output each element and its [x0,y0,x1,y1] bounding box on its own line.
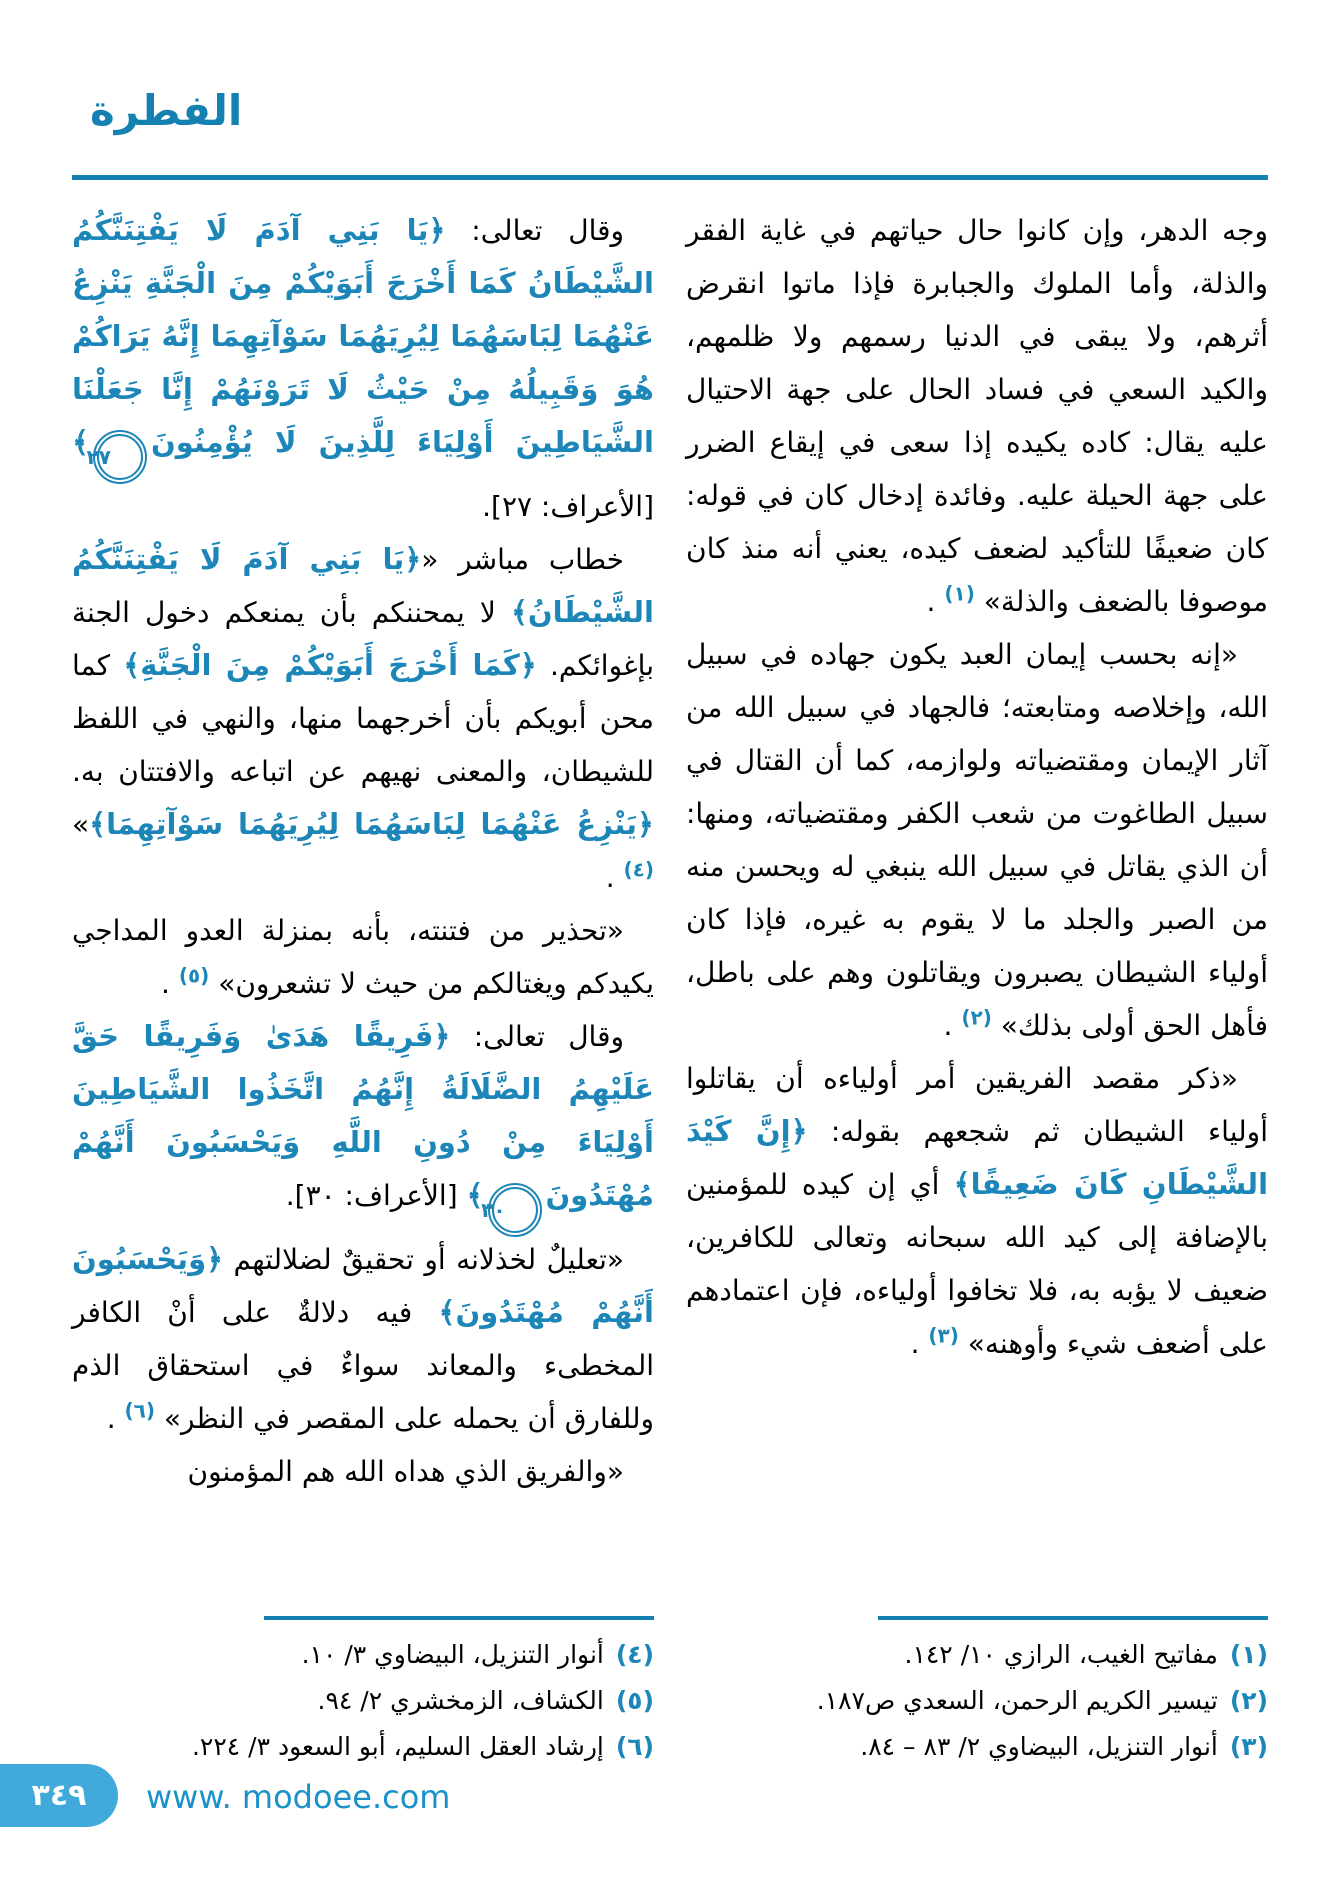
website-link[interactable]: www. modoee.com [146,1778,451,1816]
footnote-marker: (١) [944,581,975,606]
body-text: خطاب مباشر « [421,543,624,576]
page-number-badge: ٣٤٩ [0,1764,118,1827]
quran-verse: ﴿يَنْزِعُ عَنْهُمَا لِبَاسَهُمَا لِيُرِيَهُمَا سَوْآتِهِمَا﴾ [89,807,654,841]
body-text: أي إن كيده للمؤمنين بالإضافة إلى كيد الله سبحانه وتعالى للكافرين، ضعيف لا يؤبه به، فلا تخافوا أولياءه، فإن اعتمادهم على أضعف شيء وأوهنه» [686,1168,1268,1360]
body-text: وجه الدهر، وإن كانوا حال حياتهم في غاية الفقر والذلة، وأما الملوك والجبابرة فإذا ماتوا انقرض أثرهم، ولا يبقى في الدنيا رسمهم ولا ظلمهم، والكيد السعي في فساد الحال على جهة الاحتيال عليه يقال: كاده يكيده إذا سعى في إيقاع الضرر على جهة الحيلة عليه. وفائدة إدخال كان في قوله: كان ضعيفًا للتأكيد لضعف كيده، يعني أنه منذ كان موصوفا بالضعف والذلة» [686,214,1268,618]
body-text: لا يمحننكم بأن يمنعكم دخول الجنة بإغوائكم. [72,596,654,682]
footnote-item [686,1724,1268,1770]
footnote-marker: (٦) [124,1398,156,1423]
footnote-marker: (٣) [928,1323,959,1348]
body-text: «إنه بحسب إيمان العبد يكون جهاده في سبيل الله، وإخلاصه ومتابعته؛ فالجهاد في سبيل الله من آثار الإيمان ومقتضياته ولوازمه، كما أن القتال في سبيل الطاغوت من شعب الكفر ومقتضياته، ومنها: أن الذي يقاتل في سبيل الله ينبغي له ويحسن منه من الصبر والجلد ما لا يقوم به غيره، فإذا كان أولياء الشيطان يصبرون ويقاتلون وهم على باطل، فأهل الحق أولى بذلك» [686,638,1268,1042]
footnote-marker: (٢) [961,1005,992,1030]
footnote-item-marker: (٥) [615,1686,654,1715]
paragraph [72,1233,654,1445]
footnote-item [72,1678,654,1724]
quran-verse: ﴾ [466,1178,484,1212]
column-right [686,204,1268,1770]
body-text: » [72,808,90,841]
quran-verse: ﴿كَمَا أَخْرَجَ أَبَوَيْكُمْ مِنَ الْجَنَّةِ﴾ [123,648,537,682]
quran-verse: ﴾ [72,425,89,459]
column-left [72,204,654,1770]
footnote-item-text: أنوار التنزيل، البيضاوي ٣/ ١٠. [301,1640,604,1669]
body-text: . [161,967,179,1000]
body-text: . [943,1009,962,1042]
footnote-item-marker: (٢) [1229,1686,1268,1715]
body-text: . [605,861,624,894]
quran-verse: ﴿إِنَّ كَيْدَ الشَّيْطَانِ كَانَ ضَعِيفًا﴾ [686,1114,1269,1201]
paragraph [72,1010,654,1233]
header-rule [72,175,1268,180]
footnote-rule [264,1616,654,1620]
footnote-list [686,1616,1268,1770]
body-text: «والفريق الذي هداه الله هم المؤمنون [187,1455,624,1488]
footnote-list [72,1616,654,1770]
body-text: [الأعراف: ٢٧]. [482,490,654,523]
footnote-item-text: أنوار التنزيل، البيضاوي ٢/ ٨٣ – ٨٤. [860,1732,1218,1761]
footnote-rule [878,1616,1268,1620]
footnote-item-text: مفاتيح الغيب، الرازي ١٠/ ١٤٢. [904,1640,1218,1669]
paragraph [72,1445,654,1498]
body-text: . [926,585,945,618]
footnote-item-marker: (٦) [615,1732,654,1761]
paragraph [686,628,1268,1052]
body-text: «تحذير من فتنته، بأنه بمنزلة العدو المداجي يكيدكم ويغتالكم من حيث لا تشعرون» [72,914,654,1000]
text-columns [72,204,1268,1770]
footnote-item [72,1724,654,1770]
ayah-number-badge: ٢٧ [97,434,143,480]
quran-verse: ﴿فَرِيقًا هَدَىٰ وَفَرِيقًا حَقَّ عَلَيْهِمُ الضَّلَالَةُ إِنَّهُمُ اتَّخَذُوا الشَّيَاطِينَ أَوْلِيَاءَ مِنْ دُونِ اللَّهِ وَيَحْسَبُونَ أَنَّهُمْ مُهْتَدُونَ [72,1019,654,1212]
body-text: فيه دلالةٌ على أنْ الكافر المخطىء والمعاند سواءٌ في استحقاق الذم وللفارق أن يحمله على المقصر في النظر» [72,1296,654,1435]
footnote-item [72,1632,654,1678]
footnote-item-text: إرشاد العقل السليم، أبو السعود ٣/ ٢٢٤. [191,1732,604,1761]
footnote-marker: (٥) [178,963,210,988]
paragraph [72,533,654,904]
body-text: . [910,1327,929,1360]
quran-verse: ﴿يَا بَنِي آدَمَ لَا يَفْتِنَنَّكُمُ الشَّيْطَانُ كَمَا أَخْرَجَ أَبَوَيْكُمْ مِنَ الْجَنَّةِ يَنْزِعُ عَنْهُمَا لِبَاسَهُمَا لِيُرِيَهُمَا سَوْآتِهِمَا إِنَّهُ يَرَاكُمْ هُوَ وَقَبِيلُهُ مِنْ حَيْثُ لَا تَرَوْنَهُمْ إِنَّا جَعَلْنَا الشَّيَاطِينَ أَوْلِيَاءَ لِلَّذِينَ لَا يُؤْمِنُونَ [72,213,654,459]
body-text: وقال تعالى: [445,214,625,247]
footnote-item [686,1632,1268,1678]
body-text: «تعليلٌ لخذلانه أو تحقيقٌ لضلالتهم [223,1243,624,1276]
footnote-item-text: الكشاف، الزمخشري ٢/ ٩٤. [317,1686,604,1715]
paragraph [686,204,1268,628]
column-body [686,204,1268,1370]
body-text: وقال تعالى: [450,1020,624,1053]
footnote-marker: (٤) [623,857,654,882]
footnote-item-marker: (١) [1229,1640,1268,1669]
quran-verse: ﴿يَا بَنِي آدَمَ لَا يَفْتِنَنَّكُمُ الشَّيْطَانُ﴾ [72,542,654,629]
paragraph [72,904,654,1010]
page-title: الفطرة [90,86,243,135]
body-text: . [106,1402,125,1435]
footnote-item-text: تيسير الكريم الرحمن، السعدي ص١٨٧. [816,1686,1218,1715]
quran-verse: ﴿وَيَحْسَبُونَ أَنَّهُمْ مُهْتَدُونَ﴾ [72,1242,654,1329]
footnote-item-marker: (٣) [1229,1732,1268,1761]
footnote-item [686,1678,1268,1724]
paragraph [72,204,654,533]
paragraph [686,1052,1268,1370]
footnote-item-marker: (٤) [615,1640,654,1669]
body-text: [الأعراف: ٣٠]. [285,1179,467,1212]
body-text: كما محن أبويكم بأن أخرجهما منها، والنهي في اللفظ للشيطان، والمعنى نهيهم عن اتباعه والافتتان به. [72,649,654,788]
ayah-number-badge: ٣٠ [492,1187,538,1233]
column-body [72,204,654,1498]
body-text: «ذكر مقصد الفريقين أمر أولياءه أن يقاتلوا أولياء الشيطان ثم شجعهم بقوله: [686,1062,1268,1148]
